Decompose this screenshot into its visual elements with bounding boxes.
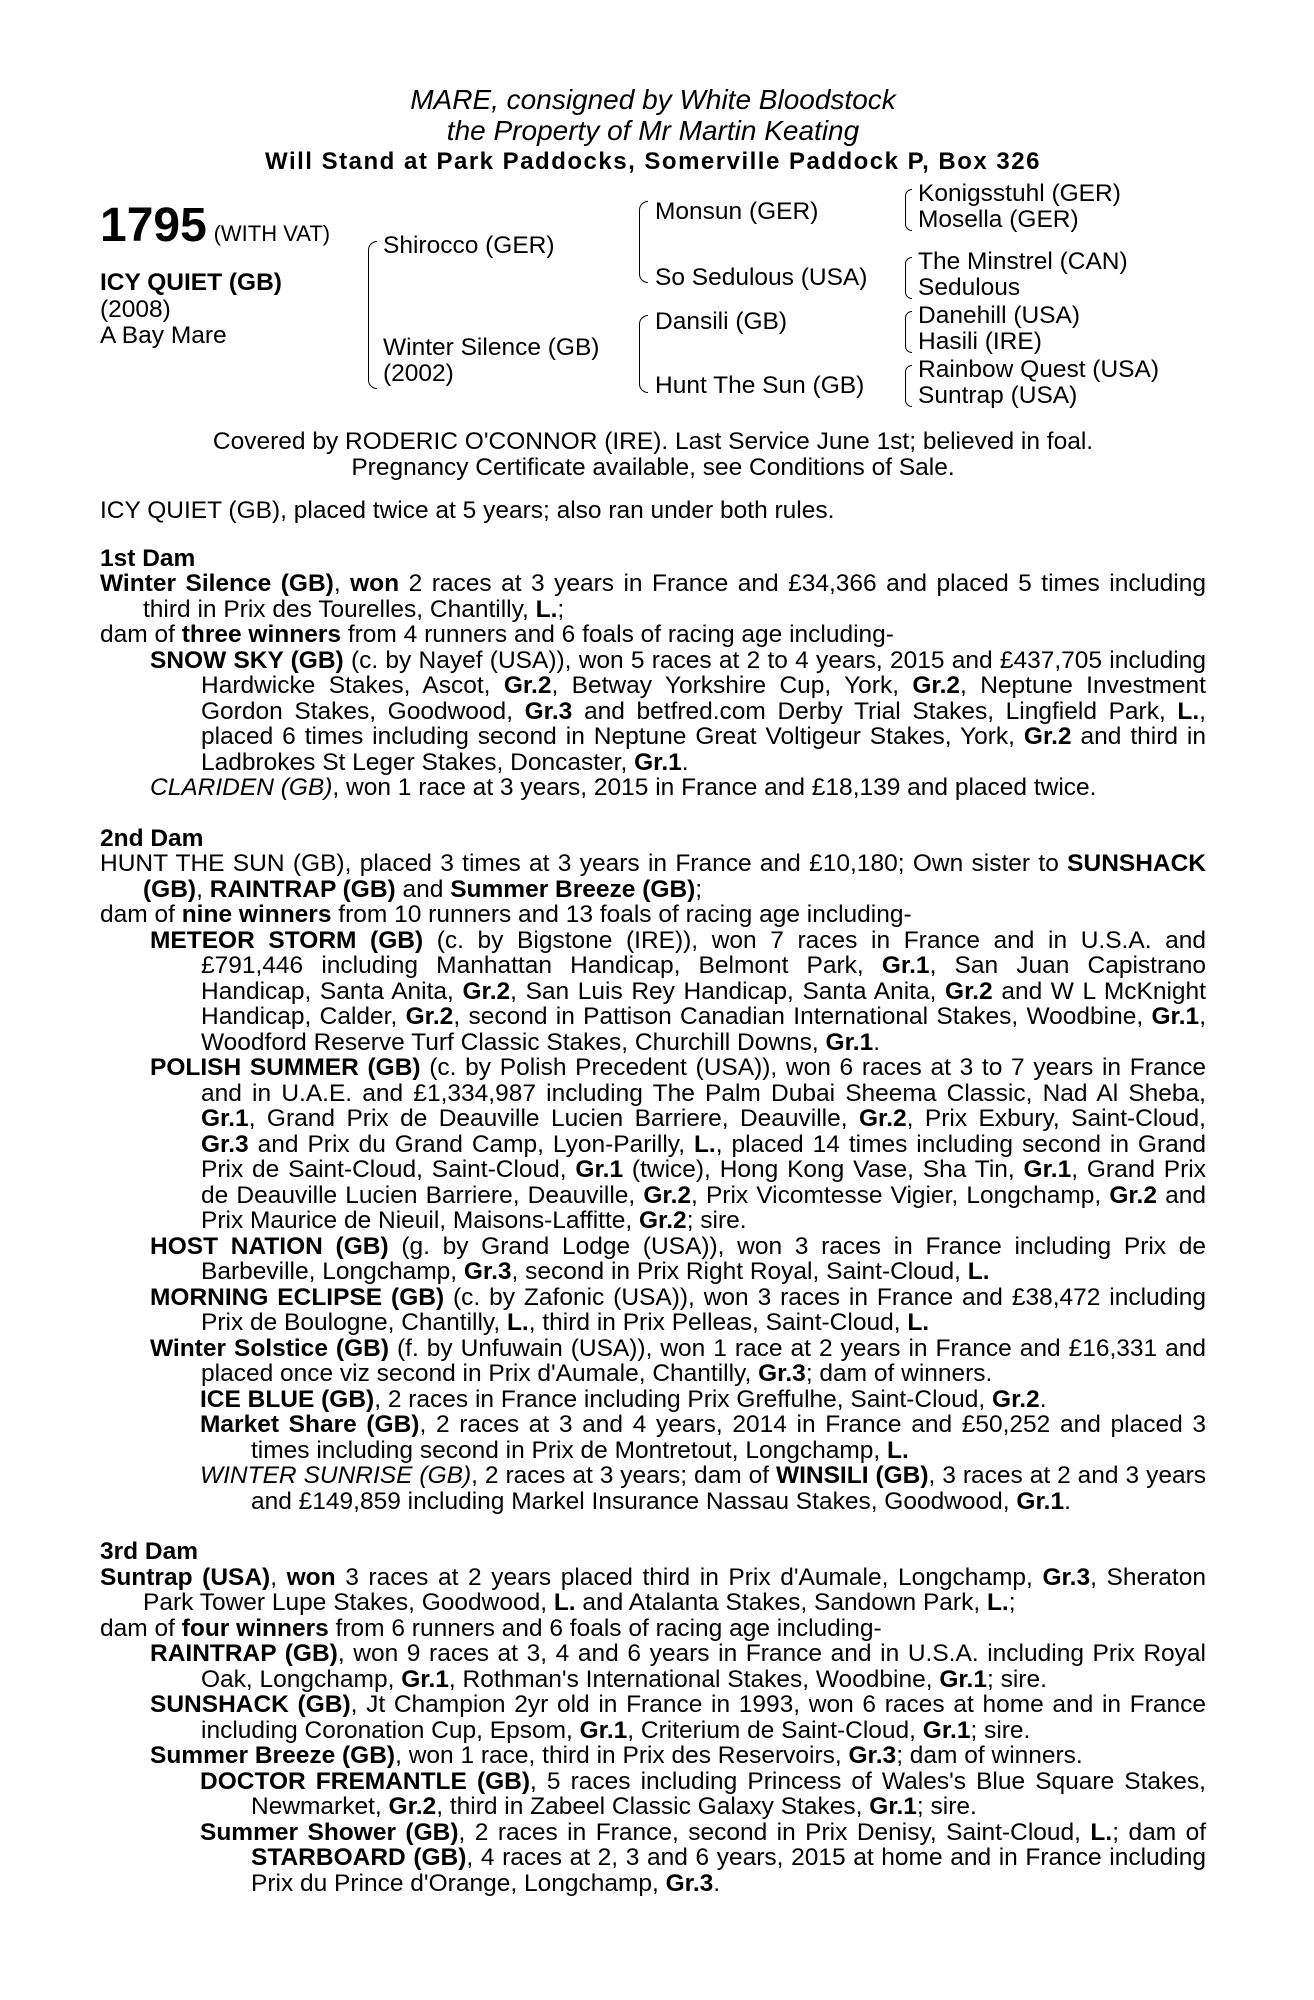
catalogue-entry — [100, 84, 1206, 1896]
covered-line: Covered by RODERIC O'CONNOR (IRE). Last Service June 1st; believed in foal. — [212, 428, 1094, 455]
produce-entry: Winter Solstice (GB) (f. by Unfuwain (USA)), won 1 race at 2 years in France and £16,331 and placed once viz second in Prix d'Aumale, Chantilly, Gr.3; dam of winners. — [150, 1334, 1207, 1387]
bracket-dam-parents — [639, 315, 648, 393]
produce-entry: METEOR STORM (GB) (c. by Bigstone (IRE)), won 7 races in France and in U.S.A. and £791,446 including Manhattan Handicap, Belmont Park, Gr.1, San Juan Capistrano Handicap, Santa Anita, Gr.2, San Luis Rey Handicap, Santa Anita, Gr.2 and W L McKnight Handicap, Calder, Gr.2, second in Pattison Canadian International Stakes, Woodbine, Gr.1, Woodford Reserve Turf Classic Stakes, Churchill Downs, Gr.1. — [150, 926, 1206, 1056]
first-dam-produce: dam of three winners from 4 runners and 6 foals of racing age including- — [100, 621, 894, 648]
second-dam-produce: dam of nine winners from 10 runners and 13 foals of racing age including- — [100, 901, 912, 928]
dam-sire: Dansili (GB) — [655, 308, 788, 335]
first-dam-heading: 1st Dam — [100, 544, 196, 572]
grand-produce-entry: Summer Shower (GB), 2 races in France, second in Prix Denisy, Saint-Cloud, L.; dam of STARBOARD (GB), 4 races at 2, 3 and 6 years, 2015 at home and in France including Prix du Prince d'Orange, Longchamp, Gr.3. — [200, 1818, 1206, 1897]
pedigree-table — [100, 180, 1206, 429]
third-dam-heading: 3rd Dam — [100, 1538, 199, 1565]
grand-produce-entry: WINTER SUNRISE (GB), 2 races at 3 years; dam of WINSILI (GB), 3 races at 2 and 3 years and £149,859 including Markel Insurance Nassau Stakes, Goodwood, Gr.1. — [200, 1462, 1206, 1515]
lot-number-block — [100, 201, 330, 251]
ggp-7: Rainbow Quest (USA) — [918, 356, 1160, 383]
vat-note: (WITH VAT) — [213, 221, 331, 246]
ggp-4: Sedulous — [918, 274, 1021, 301]
horse-name: ICY QUIET (GB) — [100, 269, 282, 296]
stand-location: Will Stand at Park Paddocks, Somerville Paddock P, Box 326 — [265, 148, 1041, 175]
ggp-2: Mosella (GER) — [918, 206, 1079, 233]
first-dam-summary: Winter Silence (GB), won 2 races at 3 years in France and £34,366 and placed 5 times including third in Prix des Tourelles, Chantilly, L.; — [100, 570, 1206, 623]
ggp-6: Hasili (IRE) — [918, 328, 1042, 355]
consignor-line: MARE, consigned by White Bloodstock — [410, 84, 896, 115]
dam-dam: Hunt The Sun (GB) — [655, 372, 865, 399]
produce-entry: Summer Breeze (GB), won 1 race, third in Prix des Reservoirs, Gr.3; dam of winners. — [150, 1742, 1083, 1769]
bracket-sire-parents — [639, 201, 648, 283]
bracket-g3 — [905, 311, 912, 353]
bracket-g4 — [905, 365, 912, 407]
second-dam-heading: 2nd Dam — [100, 824, 204, 852]
dam-year: (2002) — [383, 360, 454, 387]
grand-produce-entry: DOCTOR FREMANTLE (GB), 5 races including Princess of Wales's Blue Square Stakes, Newmarket, Gr.2, third in Zabeel Classic Galaxy Stakes, Gr.1; sire. — [200, 1767, 1206, 1820]
grand-produce-entry: ICE BLUE (GB), 2 races in France including Prix Greffulhe, Saint-Cloud, Gr.2. — [200, 1385, 1047, 1413]
produce-entry: SUNSHACK (GB), Jt Champion 2yr old in France in 1993, won 6 races at home and in France including Coronation Cup, Epsom, Gr.1, Criterium de Saint-Cloud, Gr.1; sire. — [150, 1691, 1206, 1744]
horse-description: A Bay Mare — [100, 322, 227, 349]
third-dam-summary: Suntrap (USA), won 3 races at 2 years placed third in Prix d'Aumale, Longchamp, Gr.3, Sheraton Park Tower Lupe Stakes, Goodwood, L. and Atalanta Stakes, Sandown Park, L.; — [100, 1563, 1206, 1616]
produce-entry: RAINTRAP (GB), won 9 races at 3, 4 and 6 years in France and in U.S.A. including Prix Royal Oak, Longchamp, Gr.1, Rothman's International Stakes, Woodbine, Gr.1; sire. — [150, 1640, 1207, 1693]
bracket-g2 — [905, 257, 912, 299]
ggp-1: Konigsstuhl (GER) — [918, 180, 1121, 207]
ggp-8: Suntrap (USA) — [918, 382, 1078, 409]
property-line: the Property of Mr Martin Keating — [446, 115, 860, 146]
produce-entry: SNOW SKY (GB) (c. by Nayef (USA)), won 5 races at 2 to 4 years, 2015 and £437,705 including Hardwicke Stakes, Ascot, Gr.2, Betway Yorkshire Cup, York, Gr.2, Neptune Investment Gordon Stakes, Goodwood, Gr.3 and betfred.com Derby Trial Stakes, Lingfield Park, L., placed 6 times including second in Neptune Great Voltigeur Stakes, York, Gr.2 and third in Ladbrokes St Leger Stakes, Doncaster, Gr.1. — [150, 646, 1206, 776]
bracket-parents — [368, 241, 377, 389]
sire: Shirocco (GER) — [383, 232, 555, 259]
lot-number: 1795 — [100, 199, 207, 252]
pregnancy-line: Pregnancy Certificate available, see Conditions of Sale. — [351, 453, 955, 481]
produce-entry: MORNING ECLIPSE (GB) (c. by Zafonic (USA)), won 3 races in France and £38,472 including Prix de Boulogne, Chantilly, L., third in Prix Pelleas, Saint-Cloud, L. — [150, 1283, 1206, 1336]
grand-produce-entry: Market Share (GB), 2 races at 3 and 4 years, 2014 in France and £50,252 and placed 3 times including second in Prix de Montretout, Longchamp, L. — [200, 1411, 1206, 1464]
horse-summary: ICY QUIET (GB), placed twice at 5 years; also ran under both rules. — [100, 497, 835, 524]
ggp-3: The Minstrel (CAN) — [918, 248, 1128, 275]
sire-dam: So Sedulous (USA) — [655, 264, 868, 291]
sire-sire: Monsun (GER) — [655, 198, 819, 225]
produce-entry: HOST NATION (GB) (g. by Grand Lodge (USA)), won 3 races in France including Prix de Barbeville, Longchamp, Gr.3, second in Prix Right Royal, Saint-Cloud, L. — [150, 1232, 1206, 1285]
produce-entry: CLARIDEN (GB), won 1 race at 3 years, 2015 in France and £18,139 and placed twice. — [150, 774, 1097, 801]
horse-year: (2008) — [100, 296, 171, 323]
ggp-5: Danehill (USA) — [918, 302, 1081, 329]
produce-entry: POLISH SUMMER (GB) (c. by Polish Precedent (USA)), won 6 races at 3 to 7 years in France and in U.A.E. and £1,334,987 including The Palm Dubai Sheema Classic, Nad Al Sheba, Gr.1, Grand Prix de Deauville Lucien Barriere, Deauville, Gr.2, Prix Exbury, Saint-Cloud, Gr.3 and Prix du Grand Camp, Lyon-Parilly, L., placed 14 times including second in Grand Prix de Saint-Cloud, Saint-Cloud, Gr.1 (twice), Hong Kong Vase, Sha Tin, Gr.1, Grand Prix de Deauville Lucien Barriere, Deauville, Gr.2, Prix Vicomtesse Vigier, Longchamp, Gr.2 and Prix Maurice de Nieuil, Maisons-Laffitte, Gr.2; sire. — [150, 1054, 1207, 1234]
third-dam-produce: dam of four winners from 6 runners and 6 foals of racing age including- — [100, 1614, 882, 1642]
dam: Winter Silence (GB) — [383, 334, 600, 361]
second-dam-summary: HUNT THE SUN (GB), placed 3 times at 3 years in France and £10,180; Own sister to SUNSHACK (GB), RAINTRAP (GB) and Summer Breeze (GB); — [100, 850, 1206, 903]
bracket-g1 — [905, 189, 912, 231]
